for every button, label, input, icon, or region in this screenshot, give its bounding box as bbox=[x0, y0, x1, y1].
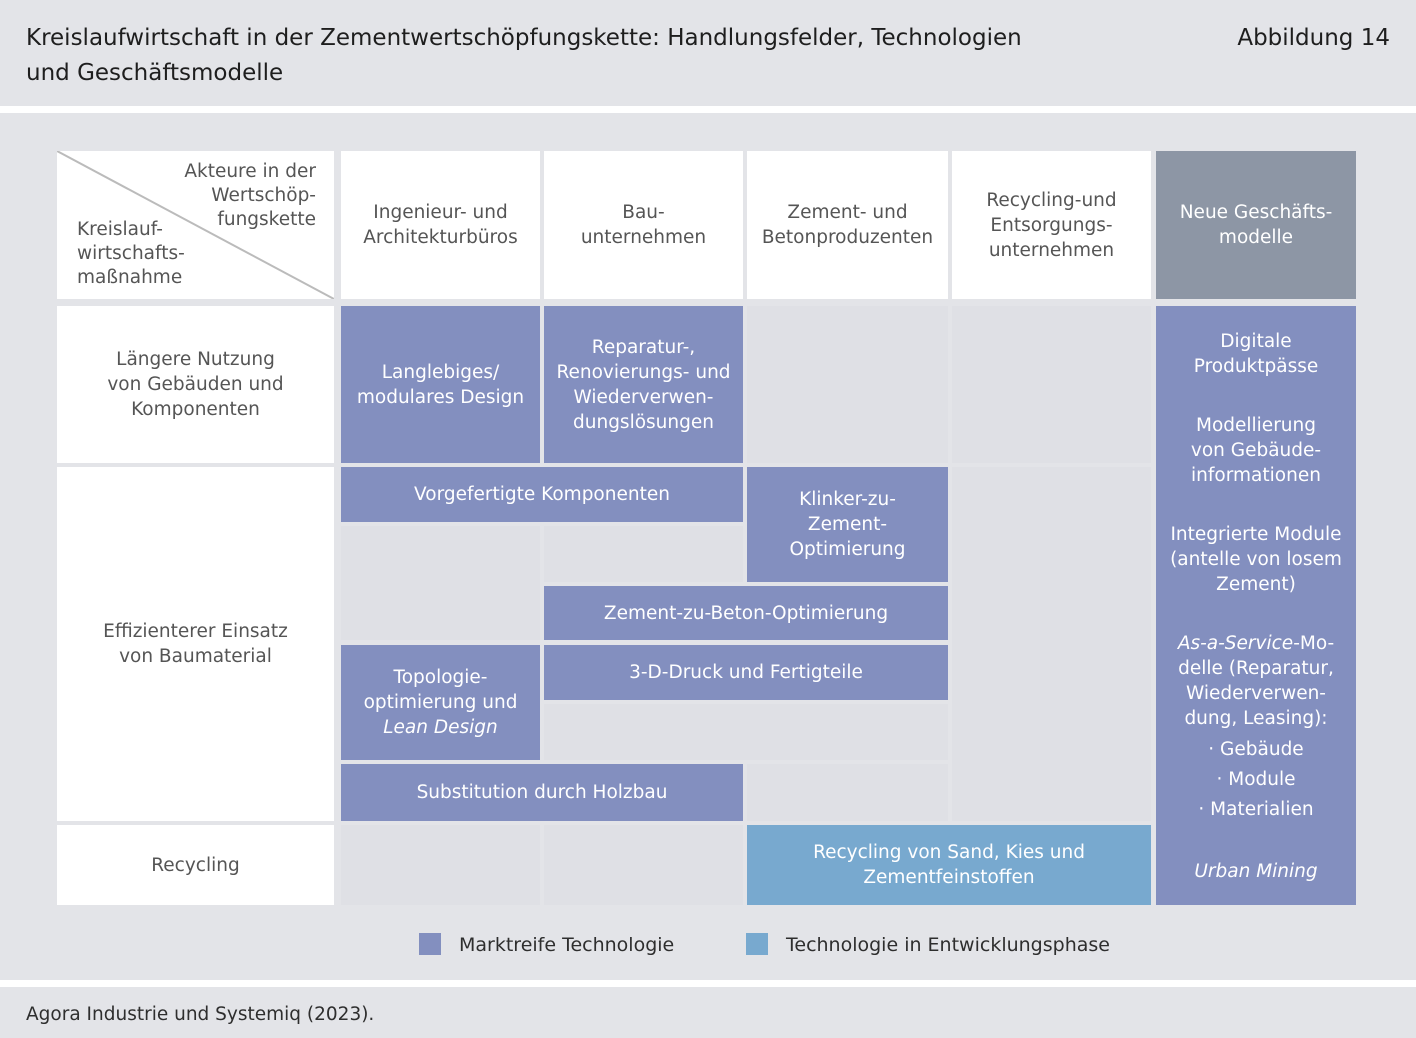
new-business-models-cell bbox=[1156, 306, 1356, 905]
measure-timber-substitution: Substitution durch Holzbau bbox=[341, 764, 743, 821]
as-a-service-italic: As-a-Service bbox=[1177, 633, 1294, 654]
measure-topology-optimization bbox=[341, 645, 540, 760]
empty-cell bbox=[747, 764, 948, 821]
legend-swatch-in-development bbox=[746, 933, 768, 955]
business-model-as-a-service bbox=[1156, 631, 1356, 731]
empty-cell bbox=[544, 704, 948, 760]
bullet-materials: · Materialien bbox=[1198, 799, 1314, 820]
empty-cell bbox=[747, 306, 948, 463]
business-model-integrated-modules: Integrierte Module (antelle von losem Zement) bbox=[1170, 524, 1342, 595]
column-header-new-business-models: Neue Geschäfts- modelle bbox=[1156, 151, 1356, 299]
measure-3d-printing: 3-D-Druck und Fertigteile bbox=[544, 645, 948, 700]
column-header-recycling-companies: Recycling-und Entsorgungs- unternehmen bbox=[952, 151, 1151, 299]
figure-header bbox=[0, 0, 1416, 106]
header-separator bbox=[0, 106, 1416, 113]
empty-cell bbox=[341, 526, 540, 640]
empty-cell bbox=[341, 825, 540, 905]
measure-topology-label: Topologie- optimierung und bbox=[363, 667, 518, 713]
measure-clinker-to-cement: Klinker-zu- Zement- Optimierung bbox=[747, 467, 948, 582]
corner-header bbox=[57, 151, 334, 299]
row-header-efficient-material: Effizienterer Einsatz von Baumaterial bbox=[57, 467, 334, 821]
measure-repair-renovation-reuse: Reparatur-, Renovierungs- und Wiederverwen- dungslösungen bbox=[544, 306, 743, 463]
empty-cell bbox=[544, 526, 743, 582]
measure-recycling-sand-gravel: Recycling von Sand, Kies und Zementfeinstoffen bbox=[747, 825, 1151, 905]
row-header-longer-use: Längere Nutzung von Gebäuden und Komponenten bbox=[57, 306, 334, 463]
column-header-cement-producers: Zement- und Betonproduzenten bbox=[747, 151, 948, 299]
legend-swatch-market-ready bbox=[419, 933, 441, 955]
column-header-engineering: Ingenieur- und Architekturbüros bbox=[341, 151, 540, 299]
actors-label: Akteure in der Wertschöp- fungskette bbox=[184, 161, 316, 230]
source-note: Agora Industrie und Systemiq (2023). bbox=[26, 1004, 375, 1025]
measure-durable-modular-design: Langlebiges/ modulares Design bbox=[341, 306, 540, 463]
empty-cell bbox=[952, 306, 1151, 463]
bullet-modules: · Module bbox=[1216, 769, 1296, 790]
measure-cement-to-concrete: Zement-zu-Beton-Optimierung bbox=[544, 586, 948, 640]
empty-cell bbox=[952, 467, 1151, 821]
column-header-construction: Bau- unternehmen bbox=[544, 151, 743, 299]
business-model-digital-passports: Digitale Produktpässe bbox=[1193, 331, 1319, 377]
footer-separator bbox=[0, 980, 1416, 987]
measure-lean-design-label: Lean Design bbox=[383, 717, 498, 738]
legend-label-in-development: Technologie in Entwicklungsphase bbox=[786, 934, 1110, 956]
figure-number: Abbildung 14 bbox=[1237, 25, 1390, 51]
measures-label: Kreislauf- wirtschafts- maßnahme bbox=[77, 219, 185, 288]
business-model-urban-mining: Urban Mining bbox=[1194, 861, 1318, 882]
bullet-buildings: · Gebäude bbox=[1208, 739, 1304, 760]
as-a-service-rest: -Mo- delle (Reparatur, Wiederverwen- dung, Leasing): bbox=[1178, 633, 1335, 729]
figure-title: Kreislaufwirtschaft in der Zementwertschöpfungskette: Handlungsfelder, Technologien und Geschäftsmodelle bbox=[26, 25, 1022, 86]
business-model-bim: Modellierung von Gebäude- informationen bbox=[1190, 415, 1322, 486]
row-header-recycling: Recycling bbox=[57, 825, 334, 905]
empty-cell bbox=[544, 825, 743, 905]
legend-label-market-ready: Marktreife Technologie bbox=[459, 934, 675, 956]
measure-prefabricated-components: Vorgefertigte Komponenten bbox=[341, 467, 743, 522]
